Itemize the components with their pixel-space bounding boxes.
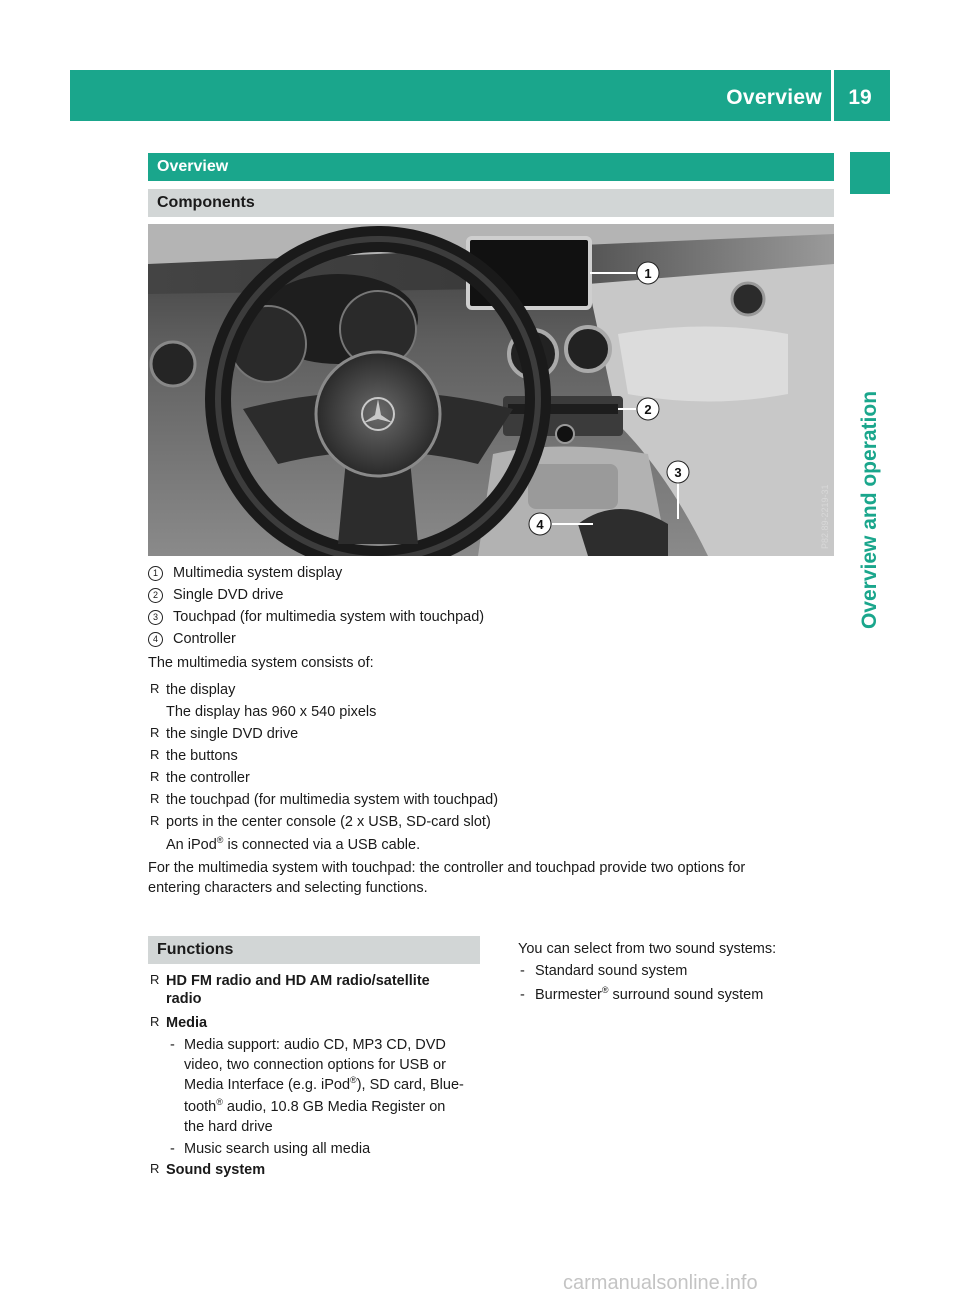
sound-systems-intro: You can select from two sound systems: [518, 941, 777, 957]
function-media: Media [166, 1015, 208, 1031]
sound-system-item: Burmester® surround sound system [535, 985, 764, 1003]
svg-text:1: 1 [644, 266, 652, 281]
bullet-marker: R [150, 813, 160, 828]
cockpit-figure [148, 224, 834, 556]
callout-3 [667, 461, 689, 483]
header-separator [831, 70, 834, 121]
section-overview-heading: Overview [148, 153, 834, 181]
side-tab-marker [850, 152, 890, 194]
touchpad-note-line: For the multimedia system with touchpad: the controller and touchpad provide two options for [148, 860, 746, 876]
media-support-line: video, two connection options for USB or [184, 1057, 446, 1073]
list-item-detail: The display has 960 x 540 pixels [166, 704, 377, 720]
side-tab [850, 390, 890, 630]
legend-item: 4 Controller [148, 628, 236, 650]
list-item: the display [166, 682, 236, 698]
list-item: the buttons [166, 748, 238, 764]
bullet-marker: R [150, 791, 160, 806]
svg-text:2: 2 [644, 402, 652, 417]
touchpad-note-line: entering characters and selecting functions. [148, 880, 428, 896]
dash-marker: - [520, 987, 525, 1003]
function-radio: HD FM radio and HD AM radio/satellite [166, 973, 430, 989]
bullet-marker: R [150, 681, 160, 696]
list-item-detail: An iPod® is connected via a USB cable. [166, 835, 421, 853]
dash-marker: - [170, 1037, 175, 1053]
dash-marker: - [520, 963, 525, 979]
function-radio-cont: radio [166, 991, 202, 1007]
legend-item: 1 Multimedia system display [148, 562, 342, 584]
list-item: the single DVD drive [166, 726, 299, 742]
page-number: 19 [848, 86, 872, 109]
media-support-line: the hard drive [184, 1119, 273, 1135]
bullet-marker: R [150, 1161, 160, 1176]
callout-1 [637, 262, 659, 284]
media-support-line: Media support: audio CD, MP3 CD, DVD [184, 1037, 446, 1053]
bullet-marker: R [150, 1014, 160, 1029]
list-item: the controller [166, 770, 250, 786]
header-title: Overview [726, 86, 822, 109]
bullet-marker: R [150, 747, 160, 762]
media-search-line: Music search using all media [184, 1141, 371, 1157]
section-functions-heading: Functions [148, 936, 480, 964]
side-tab-label: Overview and operation [858, 390, 881, 630]
function-sound: Sound system [166, 1162, 266, 1178]
legend-item: 3 Touchpad (for multimedia system with touchpad) [148, 606, 484, 628]
sound-system-item: Standard sound system [535, 963, 688, 979]
svg-text:4: 4 [536, 517, 544, 532]
callout-4 [529, 513, 551, 535]
media-support-line: tooth® audio, 10.8 GB Media Register on [184, 1097, 446, 1115]
bullet-marker: R [150, 972, 160, 987]
media-support-line: Media Interface (e.g. iPod®), SD card, Blue- [184, 1075, 464, 1093]
list-item: the touchpad (for multimedia system with touchpad) [166, 792, 499, 808]
bullet-marker: R [150, 725, 160, 740]
section-components-heading: Components [148, 189, 834, 217]
figure-code: P82.89-2219-31 [820, 484, 830, 549]
dash-marker: - [170, 1141, 175, 1157]
legend-item: 2 Single DVD drive [148, 584, 283, 606]
callout-2 [637, 398, 659, 420]
svg-text:3: 3 [674, 465, 682, 480]
consists-intro: The multimedia system consists of: [148, 655, 374, 671]
bullet-marker: R [150, 769, 160, 784]
list-item: ports in the center console (2 x USB, SD-card slot) [166, 814, 491, 830]
watermark: carmanualsonline.info [563, 1272, 758, 1294]
